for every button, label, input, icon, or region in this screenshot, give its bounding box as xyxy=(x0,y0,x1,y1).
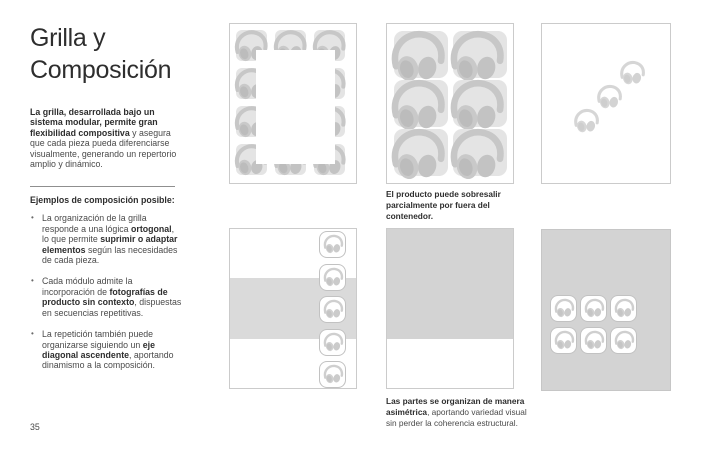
headphone-icon xyxy=(322,267,344,289)
headphone-icon xyxy=(613,298,635,320)
composition-example-diagonal xyxy=(541,23,671,184)
product-tile xyxy=(453,129,507,176)
headphone-icon xyxy=(572,108,600,136)
composition-example-frame-grid xyxy=(229,23,357,184)
product-tile xyxy=(394,31,448,78)
bullet-item-diagonal xyxy=(30,329,182,371)
headphone-icon xyxy=(322,364,344,386)
page-title-line2: Composición xyxy=(30,56,172,84)
composition-bullet-list xyxy=(30,213,182,370)
bullet-text: Cada módulo admite la incorporación de xyxy=(42,276,133,297)
bullet-bold: eje diagonal ascendente xyxy=(42,339,155,360)
product-tile xyxy=(610,327,637,354)
caption-asymmetric-bold: Las partes se organizan de manera asimétrica xyxy=(386,396,525,417)
divider-rule xyxy=(30,186,175,187)
caption-overflow xyxy=(386,189,520,222)
product-tile xyxy=(394,129,448,176)
composition-example-overflow xyxy=(386,23,514,184)
headphone-icon xyxy=(322,299,344,321)
headphone-icon xyxy=(322,234,344,256)
bullet-text: , lo que permite xyxy=(42,223,175,245)
intro-paragraph xyxy=(30,107,182,169)
product-tile xyxy=(319,329,346,356)
intro-bold-text: La grilla, desarrollada bajo un sistema modular, permite gran flexibilidad compositiva xyxy=(30,107,158,138)
product-tile xyxy=(550,295,577,322)
caption-overflow-text: El producto puede sobresalir parcialmente por fuera del contenedor. xyxy=(386,189,501,221)
product-tile xyxy=(319,361,346,388)
product-tile xyxy=(453,80,507,127)
bullet-text: La repetición también puede organizarse siguiendo un xyxy=(42,329,154,350)
bullet-text: , dispuestas en secuencias repetitivas. xyxy=(42,297,182,318)
headphone-icon xyxy=(613,330,635,352)
headphone-icon xyxy=(553,330,575,352)
product-tile xyxy=(394,80,448,127)
product-tile xyxy=(319,264,346,291)
bullet-text: según las necesidades de cada pieza. xyxy=(42,244,178,266)
product-tile xyxy=(319,296,346,323)
headphone-icon xyxy=(445,127,507,187)
bullet-bold: ortogonal xyxy=(131,223,172,234)
headphone-icon xyxy=(583,330,605,352)
product-tile xyxy=(610,295,637,322)
page-title xyxy=(30,22,182,86)
composition-example-tile-cluster xyxy=(541,229,671,391)
product-tile xyxy=(453,31,507,78)
headphone-icon xyxy=(322,332,344,354)
composition-example-band-column xyxy=(229,228,357,389)
examples-heading: Ejemplos de composición posible: xyxy=(30,195,175,206)
gray-block xyxy=(387,229,513,339)
intro-regular-text: y asegura que cada pieza pueda diferenciarse visualmente, generando un repertorio amplio y dinámico. xyxy=(30,127,177,170)
headphone-icon xyxy=(553,298,575,320)
bullet-item-orthogonal xyxy=(30,213,182,265)
caption-asymmetric-regular: , aportando variedad visual sin perder la coherencia estructural. xyxy=(386,407,527,428)
sidebar xyxy=(30,0,182,382)
caption-asymmetric xyxy=(386,396,528,429)
headphone-icon xyxy=(595,84,623,112)
tile-grid-2x3 xyxy=(394,31,507,176)
bullet-bold: suprimir o adaptar elementos xyxy=(42,234,178,255)
page-title-line1: Grilla y xyxy=(30,24,106,52)
headphone-icon xyxy=(618,60,646,88)
bullet-text: , aportando dinamismo a la composición. xyxy=(42,349,174,371)
page-number: 35 xyxy=(30,422,40,432)
bullet-text: La organización de la grilla responde a una lógica xyxy=(42,213,147,234)
bullet-item-photography xyxy=(30,276,182,318)
product-tile xyxy=(550,327,577,354)
tile-grid-3x2 xyxy=(550,295,637,354)
product-tile xyxy=(580,295,607,322)
headphone-icon xyxy=(386,127,448,187)
composition-example-asymmetric-block xyxy=(386,228,514,389)
product-tile xyxy=(319,231,346,258)
center-whitespace-overlay xyxy=(256,50,335,164)
headphone-icon xyxy=(583,298,605,320)
bullet-bold: fotografías de producto sin contexto xyxy=(42,286,168,308)
product-tile xyxy=(580,327,607,354)
